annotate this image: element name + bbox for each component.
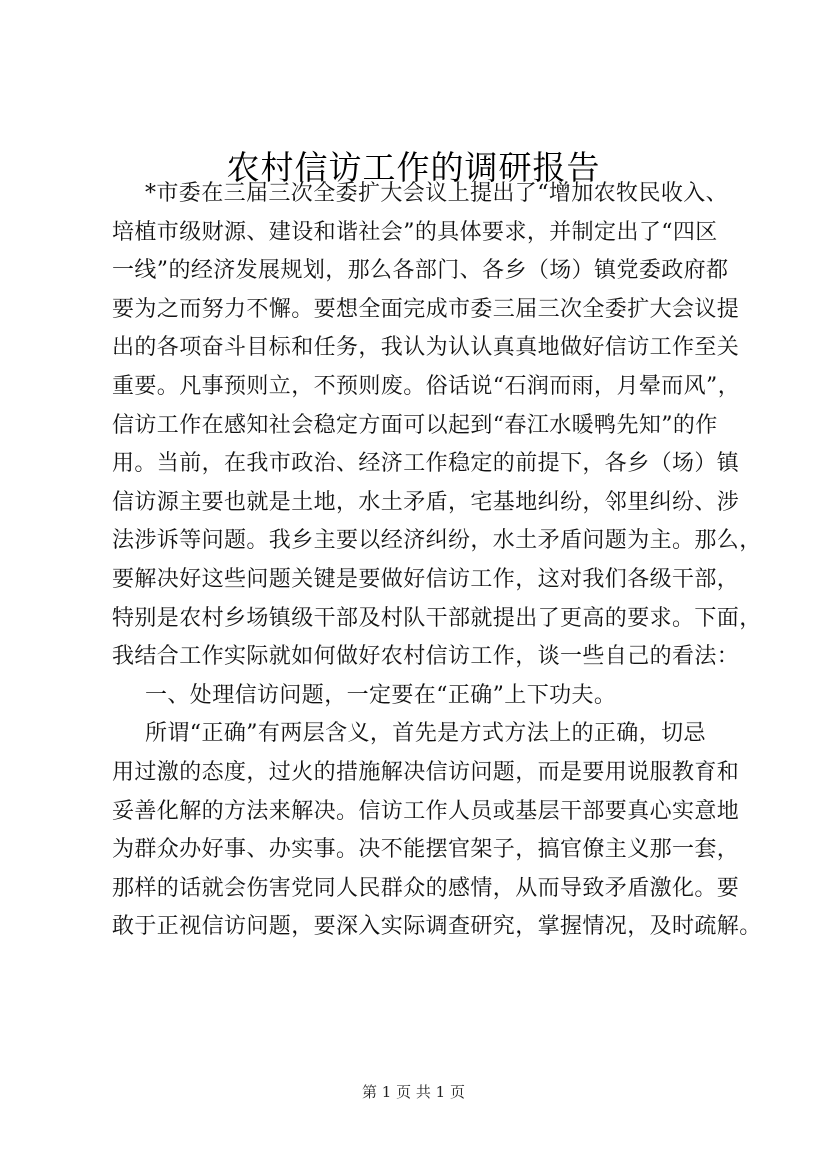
- body-line-15: 所谓“正确”有两层含义，首先是方式方法上的正确，切忌: [145, 721, 706, 747]
- page-number-footer: 第 1 页 共 1 页: [362, 1083, 465, 1101]
- body-line-6: 重要。凡事预则立，不预则废。俗话说“石润而雨，月晕而风”，: [112, 373, 741, 399]
- body-line-13: 我结合工作实际就如何做好农村信访工作，谈一些自己的看法：: [112, 644, 740, 670]
- body-line-3: 一线”的经济发展规划，那么各部门、各乡（场）镇党委政府都: [112, 258, 729, 284]
- body-line-9: 信访源主要也就是土地，水土矛盾，宅基地纠纷，邻里纠纷、涉: [112, 489, 740, 515]
- body-line-8: 用。当前，在我市政治、经济工作稳定的前提下，各乡（场）镇: [112, 451, 740, 477]
- body-line-16: 用过激的态度，过火的措施解决信访问题，而是要用说服教育和: [112, 759, 740, 785]
- body-line-20: 敢于正视信访问题，要深入实际调查研究，掌握情况，及时疏解。: [112, 914, 762, 940]
- document-title: 农村信访工作的调研报告: [226, 148, 601, 187]
- body-line-19: 那样的话就会伤害党同人民群众的感情，从而导致矛盾激化。要: [112, 875, 740, 901]
- document-body: [112, 175, 762, 947]
- body-line-10: 法涉诉等问题。我乡主要以经济纠纷，水土矛盾问题为主。那么，: [112, 528, 762, 554]
- body-line-5: 出的各项奋斗目标和任务，我认为认认真真地做好信访工作至关: [112, 335, 740, 361]
- body-line-1: *市委在三届三次全委扩大会议上提出了“增加农牧民收入、: [145, 181, 729, 206]
- body-line-18: 为群众办好事、办实事。决不能摆官架子，搞官僚主义那一套，: [112, 837, 740, 863]
- body-line-12: 特别是农村乡场镇级干部及村队干部就提出了更高的要求。下面，: [112, 605, 762, 631]
- section-heading-1: 一、处理信访问题，一定要在“正确”上下功夫。: [145, 682, 617, 708]
- body-line-11: 要解决好这些问题关键是要做好信访工作，这对我们各级干部，: [112, 566, 740, 592]
- body-line-17: 妥善化解的方法来解决。信访工作人员或基层干部要真心实意地: [112, 798, 740, 824]
- body-line-4: 要为之而努力不懈。要想全面完成市委三届三次全委扩大会议提: [112, 296, 740, 322]
- body-line-7: 信访工作在感知社会稳定方面可以起到“春江水暖鸭先知”的作: [112, 412, 718, 438]
- body-line-2: 培植市级财源、建设和谐社会”的具体要求，并制定出了“四区: [112, 219, 718, 245]
